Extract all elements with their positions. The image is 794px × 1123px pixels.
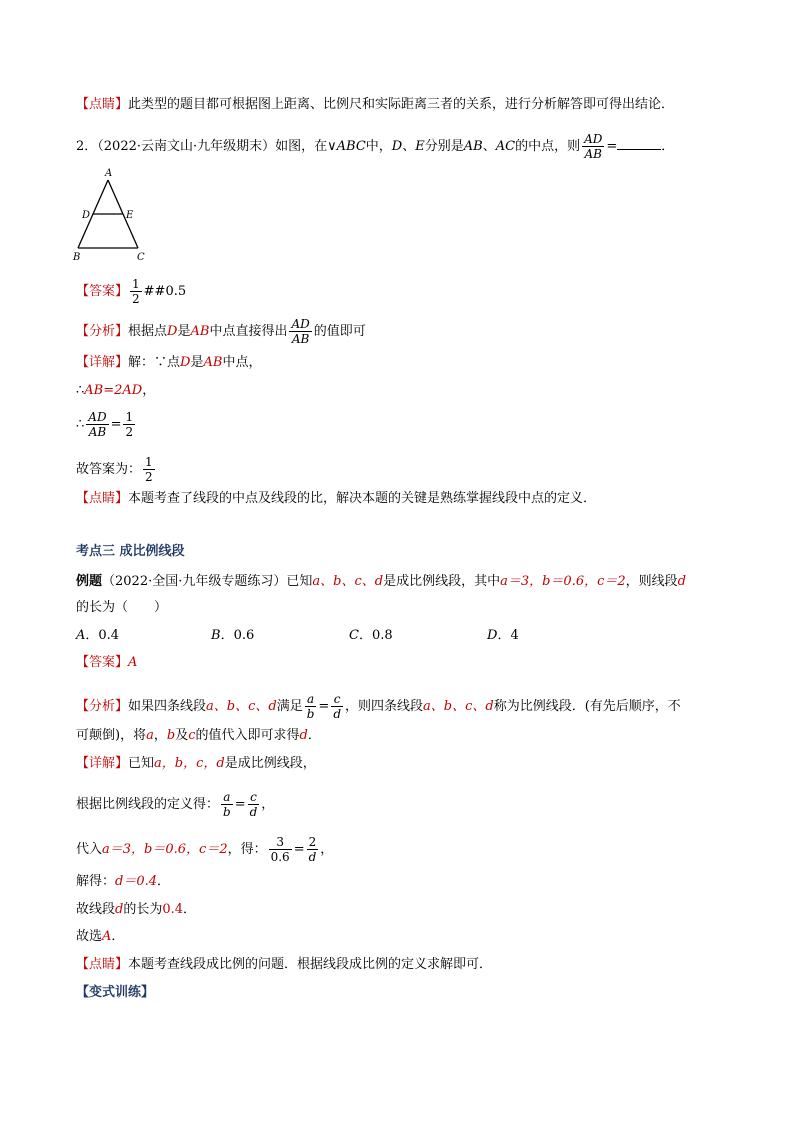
answer-line-2 xyxy=(76,654,137,672)
therefore-sign: ∴ xyxy=(76,417,85,432)
segment-ab: AB xyxy=(203,355,223,370)
step-line-3 xyxy=(76,455,157,484)
period: ． xyxy=(111,929,125,944)
conditions: a＝3，b＝0.6，c＝2 xyxy=(500,574,626,589)
variable-b: b xyxy=(166,728,176,743)
equals-sign: = xyxy=(293,842,305,857)
step-line-2 xyxy=(76,410,137,439)
fraction-numerator: 1 xyxy=(132,277,140,291)
conditions: a＝3，b＝0.6，c＝2 xyxy=(102,842,228,857)
section-title: 考点三 成比例线段 xyxy=(76,544,185,559)
triangle-name: ABC xyxy=(336,139,366,154)
q2-end: ． xyxy=(661,139,675,154)
detail-text: 解：∵点 xyxy=(128,355,181,370)
equals-sign: = xyxy=(318,699,330,714)
substitution-line xyxy=(76,835,333,864)
answer-label: 【答案】 xyxy=(76,655,129,670)
period: ． xyxy=(307,728,321,743)
analysis-text: 满足 xyxy=(276,699,303,714)
option-key: D xyxy=(487,628,498,643)
variable-a: a xyxy=(146,728,154,743)
variant-training-label: 【变式训练】 xyxy=(76,985,155,1000)
variable-d: d xyxy=(677,574,686,589)
segment-ab: AB xyxy=(463,139,483,154)
fraction-ad-ab xyxy=(289,317,311,346)
variable-c: c xyxy=(188,728,196,743)
answer-line-1 xyxy=(76,277,186,306)
comma: ， xyxy=(142,383,156,398)
fraction-numerator: 2 xyxy=(307,835,319,850)
equation-ab-2ad: AB=2AD xyxy=(84,383,143,398)
definition-line xyxy=(76,790,274,819)
fraction-denominator: 0.6 xyxy=(270,850,290,864)
period: ． xyxy=(157,874,171,889)
result-text: 故线段 xyxy=(76,902,116,917)
select-line xyxy=(76,928,124,946)
comma: ， xyxy=(320,842,334,857)
detail-text: 中点， xyxy=(222,355,262,370)
label-c: C xyxy=(137,252,145,263)
analysis-text: 及 xyxy=(175,728,189,743)
variables: a，b，c，d xyxy=(154,756,225,771)
fraction-denominator: AB xyxy=(88,425,107,439)
label-a: A xyxy=(105,168,113,179)
answer-value: A xyxy=(128,655,138,670)
example-line-1 xyxy=(76,573,686,591)
option-key: C xyxy=(349,628,359,643)
substitution-text: ，得： xyxy=(227,842,267,857)
option-value: ．0.4 xyxy=(85,628,120,643)
therefore-sign: ∴ xyxy=(76,383,85,398)
equals-sign: = xyxy=(110,417,122,432)
question-2-prefix: 2．（2022·云南文山·九年级期末）如图，在 xyxy=(76,139,328,154)
fraction-one-half xyxy=(143,455,155,484)
q2-text: 分别是 xyxy=(424,139,464,154)
note-text: 本题考查线段成比例的问题．根据线段成比例的定义求解即可． xyxy=(128,957,493,972)
analysis-text: 如果四条线段 xyxy=(128,699,207,714)
answer-text: 故答案为： xyxy=(76,462,142,477)
answer-blank[interactable] xyxy=(617,137,661,150)
fraction-denominator: AB xyxy=(291,332,310,346)
substitution-text: 代入 xyxy=(76,842,103,857)
q2-text: 的中点，则 xyxy=(515,139,581,154)
analysis-text: 称为比例线段．(有先后顺序，不 xyxy=(493,699,681,714)
note-line-3 xyxy=(76,956,492,974)
label-e: E xyxy=(126,210,134,221)
option-b[interactable] xyxy=(211,627,254,645)
fraction-numerator: 1 xyxy=(145,455,153,469)
q2-text: 中， xyxy=(365,139,392,154)
fraction-numerator: a xyxy=(305,692,317,707)
point-d: D xyxy=(391,139,403,154)
option-key: A xyxy=(76,628,86,643)
fraction-c-d xyxy=(331,692,343,721)
example-label: 例题 xyxy=(76,574,103,589)
fraction-denominator: d xyxy=(333,707,342,721)
option-value: ．4 xyxy=(497,628,519,643)
solve-text: 解得： xyxy=(76,874,116,889)
fraction-denominator: 2 xyxy=(145,470,153,484)
variables: a、b、c、d xyxy=(206,699,277,714)
step-line-1 xyxy=(76,382,155,400)
fraction-denominator: d xyxy=(249,805,258,819)
option-value: ．0.8 xyxy=(358,628,393,643)
variable-d: d xyxy=(115,902,124,917)
analysis-text: 根据点 xyxy=(128,324,168,339)
period: ． xyxy=(183,902,197,917)
answer-fraction xyxy=(130,277,142,306)
analysis-text: 的值即可 xyxy=(313,324,366,339)
solution-value: d＝0.4 xyxy=(115,874,158,889)
fraction-2-over-d xyxy=(307,835,319,864)
q2-sep: 、 xyxy=(402,139,416,154)
fraction-numerator: AD xyxy=(88,410,107,424)
analysis-label: 【分析】 xyxy=(76,324,129,339)
selected-option: A xyxy=(102,929,112,944)
analysis-text: 中点直接得出 xyxy=(209,324,288,339)
option-a[interactable] xyxy=(76,627,119,645)
fraction-numerator: c xyxy=(248,790,260,805)
fraction-numerator: AD xyxy=(584,132,603,146)
fraction-ad-ab xyxy=(86,410,108,439)
analysis-line-2 xyxy=(76,692,681,721)
select-text: 故选 xyxy=(76,929,103,944)
option-key: B xyxy=(211,628,221,643)
note-text: 本题考查了线段的中点及线段的比，解决本题的关键是熟练掌握线段中点的定义． xyxy=(128,491,597,506)
point-e: E xyxy=(415,139,425,154)
fraction-c-d xyxy=(248,790,260,819)
result-line xyxy=(76,901,196,919)
result-text: 的长为 xyxy=(123,902,163,917)
note-line-2 xyxy=(76,490,596,508)
equals-sign: = xyxy=(606,139,618,154)
detail-text: 是成比例线段， xyxy=(224,756,316,771)
note-line-1 xyxy=(76,96,674,114)
fraction-denominator: b xyxy=(223,805,231,819)
variables: a、b、c、d xyxy=(423,699,494,714)
fraction-numerator: 1 xyxy=(125,410,134,424)
variable-d: d xyxy=(299,728,308,743)
comma: ， xyxy=(153,728,167,743)
note-label: 【点睛】 xyxy=(76,491,129,506)
solve-line xyxy=(76,873,170,891)
detail-line-1 xyxy=(76,354,261,372)
analysis-text: 的值代入即可求得 xyxy=(195,728,300,743)
point-d: D xyxy=(167,324,178,339)
answer-label: 【答案】 xyxy=(76,284,129,299)
example-text: ，则线段 xyxy=(625,574,678,589)
option-d[interactable] xyxy=(487,627,519,645)
example-text: 是成比例线段，其中 xyxy=(383,574,501,589)
result-value: 0.4 xyxy=(162,902,184,917)
definition-text: 根据比例线段的定义得： xyxy=(76,797,220,812)
label-d: D xyxy=(82,210,91,221)
detail-label: 【详解】 xyxy=(76,355,129,370)
q2-sep: 、 xyxy=(482,139,496,154)
fraction-numerator: a xyxy=(221,790,233,805)
note-label: 【点睛】 xyxy=(76,97,129,112)
fraction-one-half xyxy=(123,410,135,439)
fraction-a-b xyxy=(221,790,233,819)
fraction-ad-ab xyxy=(582,132,604,161)
fraction-denominator: d xyxy=(308,850,317,864)
comma: ， xyxy=(261,797,275,812)
detail-text: 是 xyxy=(190,355,204,370)
fraction-numerator: AD xyxy=(291,317,310,331)
option-value: ．0.6 xyxy=(220,628,255,643)
triangle-figure xyxy=(70,166,170,264)
note-label: 【点睛】 xyxy=(76,957,129,972)
variables: a、b、c、d xyxy=(312,574,384,589)
analysis-text: 是 xyxy=(177,324,191,339)
analysis-line-1 xyxy=(76,317,366,346)
detail-text: 已知 xyxy=(128,756,155,771)
fraction-numerator: c xyxy=(331,692,343,707)
fraction-denominator: b xyxy=(306,707,315,721)
question-2 xyxy=(76,132,674,161)
fraction-3-over-0.6 xyxy=(269,835,292,864)
fraction-denominator: 2 xyxy=(125,425,134,439)
example-text: （2022·全国·九年级专题练习）已知 xyxy=(102,574,313,589)
answer-alt: ##0.5 xyxy=(143,284,187,299)
analysis-line-3 xyxy=(76,727,321,745)
fraction-denominator: 2 xyxy=(132,292,140,306)
example-line-2: 的长为（ ） xyxy=(76,600,168,615)
triangle-symbol: ∨ xyxy=(327,139,337,154)
detail-line-2 xyxy=(76,755,316,773)
analysis-text: ，则四条线段 xyxy=(345,699,424,714)
segment-ab: AB xyxy=(190,324,210,339)
segment-ac: AC xyxy=(495,139,516,154)
point-d: D xyxy=(180,355,191,370)
note-text: 此类型的题目都可根据图上距离、比例尺和实际距离三者的关系，进行分析解答即可得出结论． xyxy=(128,97,675,112)
detail-label: 【详解】 xyxy=(76,756,129,771)
label-b: B xyxy=(73,252,81,263)
fraction-numerator: 3 xyxy=(269,835,292,850)
analysis-label: 【分析】 xyxy=(76,699,129,714)
equals-sign: = xyxy=(234,797,246,812)
analysis-text: 可颠倒)，将 xyxy=(76,728,147,743)
fraction-denominator: AB xyxy=(584,147,602,161)
fraction-a-b xyxy=(305,692,317,721)
option-c[interactable] xyxy=(349,627,393,645)
